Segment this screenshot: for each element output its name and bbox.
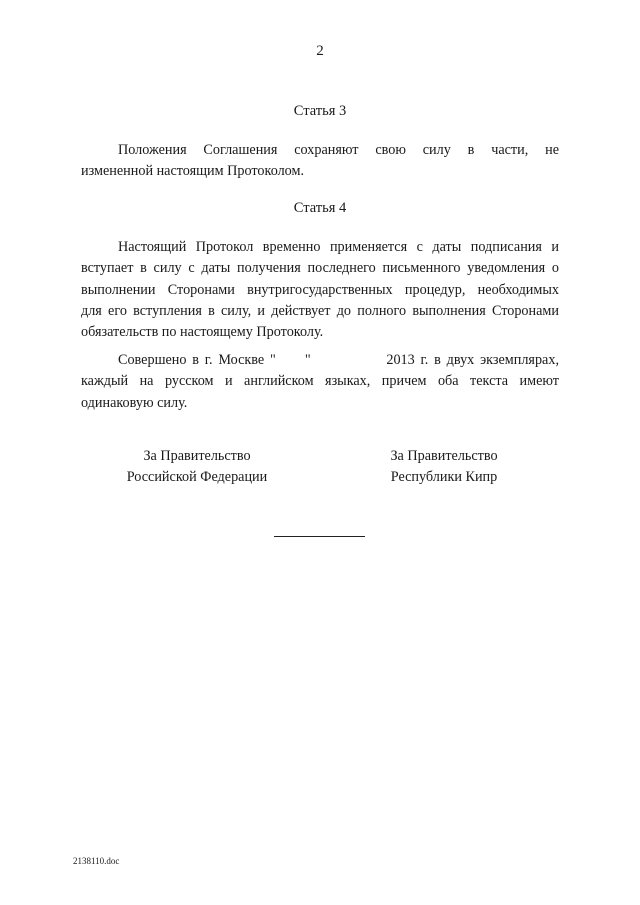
article-4-heading: Статья 4 [293,200,347,216]
signature-block-cyprus [378,446,510,489]
signature-line: За Правительство [390,448,498,464]
text-line: вступает в силу с даты получения последнего письменного уведомления о [81,260,559,277]
text-line: каждый на русском и английском языках, причем оба текста имеют [81,373,559,390]
text-line: измененной настоящим Протоколом. [81,163,305,180]
text-line: Положения Соглашения сохраняют свою силу в части, не [118,142,559,158]
text-line: Настоящий Протокол временно применяется с даты подписания и [118,239,559,255]
text-line: обязательств по настоящему Протоколу. [81,324,324,341]
text-line: Совершено в г. Москве " " 2013 г. в двух экземплярах, [118,352,559,368]
signature-line: Российской Федерации [126,469,268,486]
article-3-heading: Статья 3 [293,103,347,119]
signature-line: За Правительство [143,448,251,464]
signature-line: Республики Кипр [390,469,498,486]
article-4-text [81,237,559,343]
closing-rule [274,536,365,537]
text-line: одинаковую силу. [81,394,188,411]
article-3-text [81,140,559,183]
footer-file-code: 2138110.doc [73,856,120,866]
text-line: выполнении Сторонами внутригосударственных процедур, необходимых [81,281,559,298]
signature-block-russia [118,446,276,489]
page-number: 2 [316,43,324,59]
done-in-moscow-text [81,350,559,414]
text-line: для его вступления в силу, и действует до полного выполнения Сторонами [81,302,559,319]
